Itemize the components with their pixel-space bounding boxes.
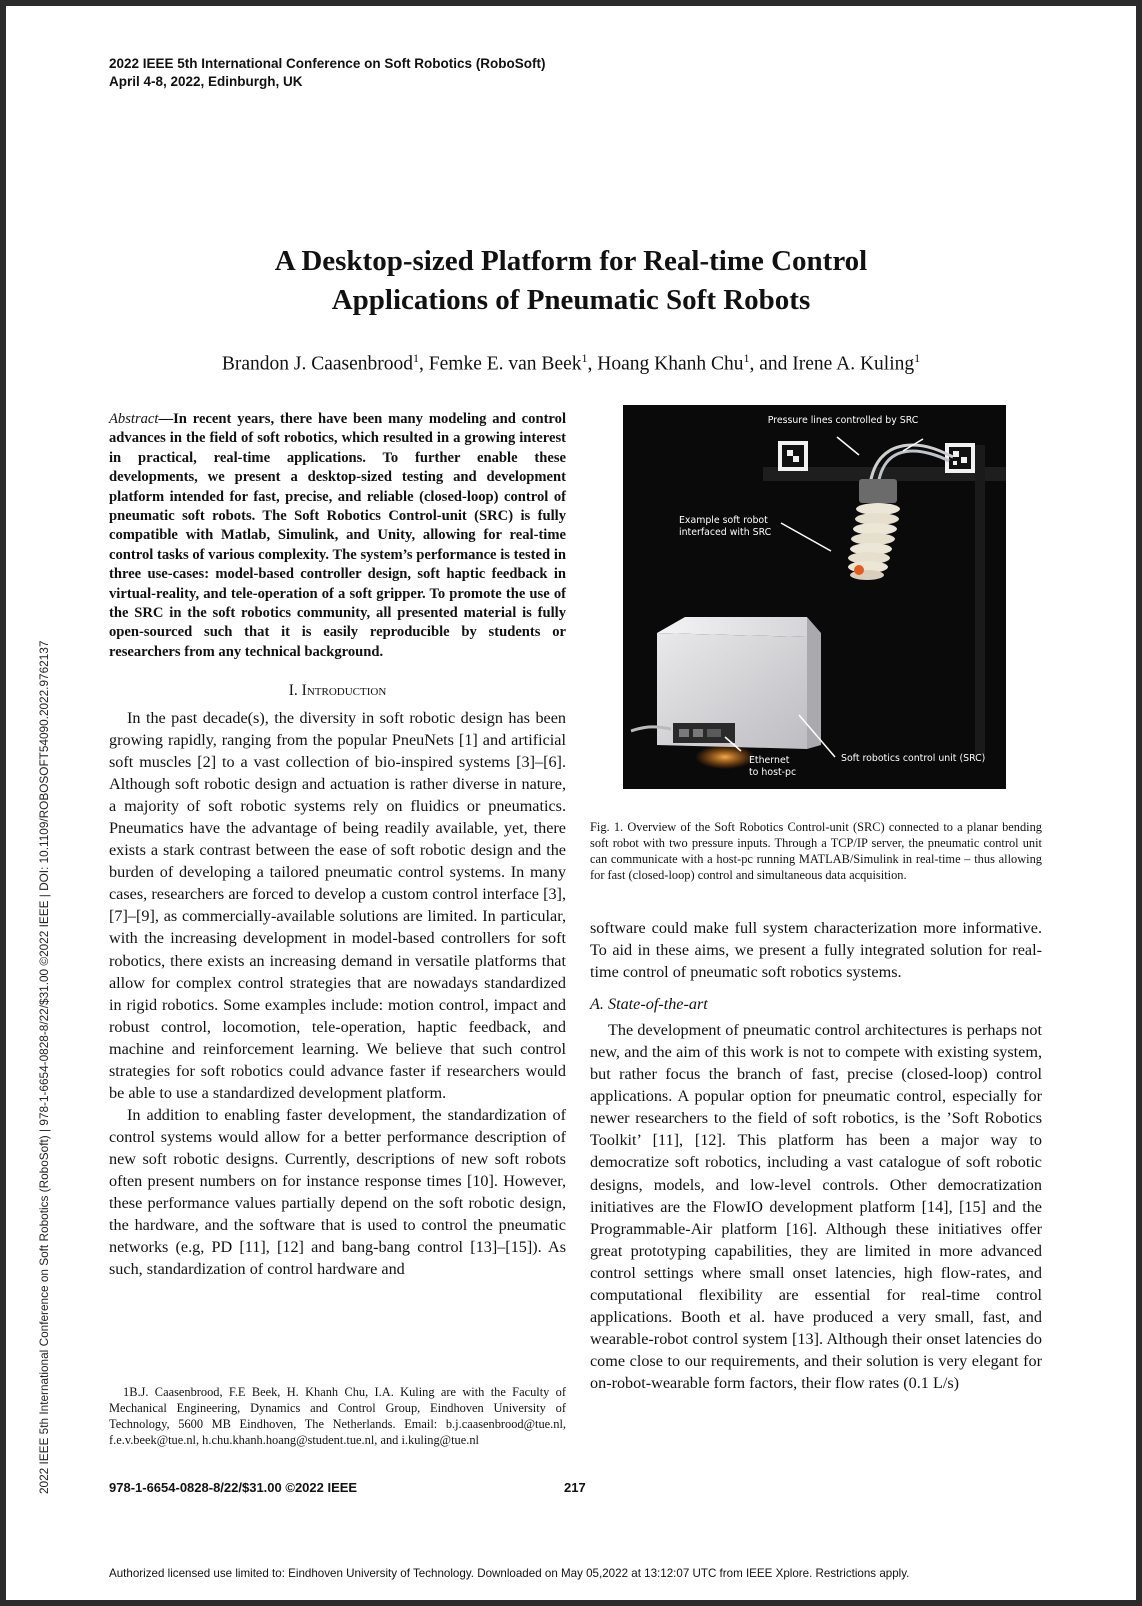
paper-page (6, 6, 1136, 1600)
author-affiliation: 1 (743, 351, 750, 365)
abstract-lead: Abstract (109, 411, 159, 427)
title-line-2: Applications of Pneumatic Soft Robots (331, 284, 811, 316)
right-column-body (590, 917, 1042, 1394)
tracking-marker-left (778, 441, 808, 471)
conference-header (109, 55, 546, 91)
author-name: Femke E. van Beek (428, 353, 582, 375)
robot-mount (859, 479, 897, 503)
label-src-unit: Soft robotics control unit (SRC) (841, 753, 986, 764)
author-separator: , (587, 353, 598, 375)
conference-dates: April 4-8, 2022, Edinburgh, UK (109, 74, 303, 89)
author-separator: , and (749, 353, 793, 375)
author-name: Irene A. Kuling (792, 353, 915, 375)
title-line-1: A Desktop-sized Platform for Real-time Control (274, 245, 868, 277)
label-ethernet-line2: to host-pc (749, 767, 797, 778)
frame-post (975, 445, 985, 755)
conference-name: 2022 IEEE 5th International Conference on Soft Robotics (RoboSoft) (109, 56, 546, 71)
author-affiliation: 1 (413, 351, 420, 365)
author-affiliation: 1 (581, 351, 588, 365)
label-soft-robot-line2: interfaced with SRC (679, 527, 772, 538)
page-number: 217 (564, 1480, 586, 1495)
figure-1-caption: Fig. 1. Overview of the Soft Robotics Control-unit (SRC) connected to a planar bending soft robot with two pressure inputs. Through a TCP/IP server, the pneumatic control unit can communicate with a host-pc running MATLAB/Simulink in real-time – thus allowing for fast (closed-loop) control and simultaneous data acquisition. (590, 820, 1042, 882)
section-title: Introduction (301, 682, 387, 699)
author-list (106, 351, 1036, 376)
abstract-text: In recent years, there have been many modeling and control advances in the field of soft robotics, which resulted in a growing interest in practical, real-time applications. To further enable these developments, we present a desktop-sized testing and development platform intended for fast, precise, and reliable (closed-loop) control of pneumatic soft robots. The Soft Robotics Control-unit (SRC) is fully compatible with Matlab, Simulink, and Unity, allowing for real-time control tasks of various complexity. The system’s performance is tested in three use-cases: model-based controller design, soft haptic feedback in virtual-reality, and tele-operation of a soft gripper. To promote the use of the SRC in the soft robotics community, all presented material is fully open-sourced such that it is easily reproducible by students or researchers from any technical background. (109, 411, 566, 660)
footnote-text: 1B.J. Caasenbrood, F.E Beek, H. Khanh Chu, I.A. Kuling are with the Faculty of Mechanical Engineering, Dynamics and Control Group, Eindhoven University of Technology, 5600 MB Eindhoven, The Netherlands. Email: b.j.caasenbrood@tue.nl, f.e.v.beek@tue.nl, h.chu.khanh.hoang@student.tue.nl, and i.kuling@tue.nl (109, 1385, 566, 1447)
label-soft-robot-line1: Example soft robot (679, 515, 768, 526)
figure-1-photo (623, 405, 1006, 789)
intro-paragraph-1: In the past decade(s), the diversity in soft robotic design has been growing rapidly, ranging from the popular PneuNets [1] and artificial soft muscles [2] to a vast collection of bio-inspired systems [3]–[6]. Although soft robotic design and actuation is rather diverse in nature, a majority of soft robotic systems rely on fluidics or pneumatics. Pneumatics have the advantage of being readily available, yet, there exists a stark contrast between the ease of soft robotic design and the burden of developing a tailored pneumatic control systems. In many cases, researchers are forced to develop a custom control interface [3], [7]–[9], as commercially-available solutions are limited. In particular, with the increasing development in model-based controllers for soft robotics, there exists an increasing demand in versatile platforms that allow for complex control strategies that are nowadays standardized in rigid robotics. Some examples include: motion control, impact and robust control, locomotion, tele-operation, haptic feedback, and machine and reinforcement learning. We believe that such control strategies for soft robotics could advance faster if researchers would be able to use a standardized development platform. (109, 709, 566, 1102)
section-number: I. (288, 682, 302, 699)
footer-isbn: 978-1-6654-0828-8/22/$31.00 ©2022 IEEE (109, 1480, 358, 1495)
license-notice: Authorized licensed use limited to: Eindhoven University of Technology. Downloaded on May 05,2022 at 13:12:07 UTC from IEEE Xplore. Restrictions apply. (109, 1567, 910, 1580)
abstract (109, 410, 566, 662)
label-ethernet-line1: Ethernet (749, 755, 790, 766)
author-affiliation: 1 (914, 351, 921, 365)
robot-tip-marker (854, 565, 864, 575)
section-heading-introduction (109, 682, 566, 700)
doi-side-label: 2022 IEEE 5th International Conference on Soft Robotics (RoboSoft) | 978-1-6654-0828-8/22/$31.00 ©2022 IEEE | DOI: 10.1109/ROBOSOFT54090.2022.9762137 (37, 640, 51, 1494)
author-name: Brandon J. Caasenbrood (221, 353, 414, 375)
paper-title (106, 242, 1036, 320)
introduction-body (109, 707, 566, 1280)
subsection-heading-state-of-the-art: A. State-of-the-art (590, 995, 708, 1014)
intro-paragraph-2: In addition to enabling faster development, the standardization of control systems would allow for a better performance description of new soft robotic designs. Currently, descriptions of new soft robots often present numbers on for instance response times [10]. However, these performance values partially depend on the soft robotic design, the hardware, and the software that is used to control the pneumatic networks (e.g, PD [11], [12] and bang-bang control [13]–[15]). As such, standardization of control hardware and (109, 1105, 566, 1279)
src-control-box (657, 617, 821, 749)
led-glow (695, 745, 755, 769)
state-of-the-art-paragraph: The development of pneumatic control architectures is perhaps not new, and the aim of this work is not to compete with existing system, but rather focus the branch of fast, precise (closed-loop) control applications. A popular option for pneumatic control, especially for newer researchers to the field of soft robotics, is the ’Soft Robotics Toolkit’ [11], [12]. This platform has been a major way to democratize soft robotics, including a vast catalogue of soft robotic designs, models, and low-level controls. Other democratization initiatives are the FlowIO development platform [14], [15] and the Programmable-Air platform [16]. Although these initiatives offer great prototyping capabilities, they are limited in more advanced control settings where small onset latencies, high flow-rates, and computational flexibility are essential for real-time control applications. Booth et al. have produced a very small, fast, and wearable-robot control system [13]. Although their onset latencies do come close to our requirements, and their solution is very elegant for on-robot-wearable form factors, their flow rates (0.1 L/s) (590, 1021, 1042, 1392)
tracking-marker-right (945, 443, 975, 473)
author-name: Hoang Khanh Chu (597, 353, 744, 375)
label-pressure-lines: Pressure lines controlled by SRC (767, 415, 919, 426)
author-separator: , (419, 353, 429, 375)
continued-paragraph: software could make full system characterization more informative. To aid in these aims, we present a fully integrated solution for real-time control of pneumatic soft robotics systems. (590, 919, 1042, 982)
src-setup-photo (623, 405, 1006, 789)
author-footnote (109, 1384, 566, 1448)
abstract-dash: — (158, 411, 174, 427)
